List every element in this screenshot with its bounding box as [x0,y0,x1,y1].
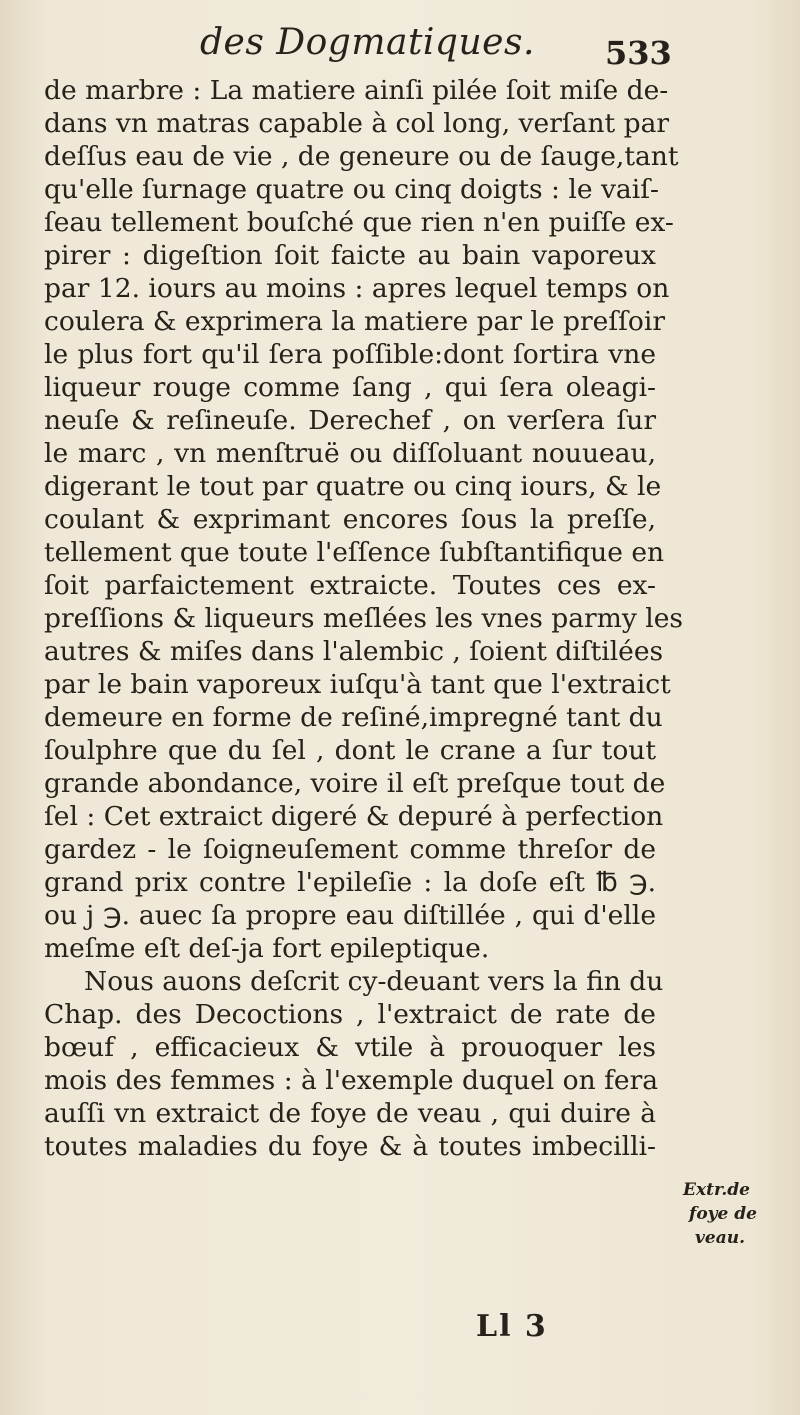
text-line: liqueur rouge comme ſang , qui ſera oleagi- [44,372,656,403]
text-line: tellement que toute l'eſſence ſubſtantifique en [44,537,665,568]
text-line: pirer : digeſtion ſoit faicte au bain vaporeux [44,240,656,271]
text-line: Chap. des Decoctions , l'extraict de rate de [44,999,656,1030]
text-line: demeure en forme de reſiné,impregné tant du [44,702,663,733]
text-line: gardez - le ſoigneuſement comme threſor de [44,834,656,865]
text-line: toutes maladies du foye & à toutes imbecilli- [44,1131,656,1162]
margin-note-line: Extr.de [683,1180,750,1200]
text-line: grand prix contre l'epileſie : la doſe eſt ℔ ℈. [44,867,656,898]
text-line: de marbre : La matiere ainſi pilée ſoit miſe de- [44,75,669,106]
text-line: digerant le tout par quatre ou cinq iours, & le [44,471,662,502]
page-header [200,14,672,74]
margin-note-line: foye de [689,1204,757,1224]
margin-note [683,1178,793,1250]
text-line: preſſions & liqueurs meſlées les vnes parmy les [44,603,684,634]
text-line: auſſi vn extraict de foye de veau , qui duire à [44,1098,656,1129]
text-line: le plus fort qu'il ſera poſſible:dont ſortira vne [44,339,656,370]
text-line: par le bain vaporeux iuſqu'à tant que l'extraict [44,669,671,700]
body-text [44,74,684,1163]
text-line: deſſus eau de vie , de geneure ou de ſauge,tant [44,141,679,172]
text-line: ſeau tellement bouſché que rien n'en puiſſe ex- [44,207,674,238]
text-line: qu'elle ſurnage quatre ou cinq doigts : le vaiſ- [44,174,659,205]
text-line: le marc , vn menſtruë ou diſſoluant nouueau, [44,438,656,469]
text-line: ſel : Cet extraict digeré & depuré à perfection [44,801,664,832]
text-line: ou j ℈. auec ſa propre eau diſtillée , qui d'elle [44,900,656,931]
signature-mark: Ll 3 [476,1309,548,1344]
text-line: meſme eſt deſ-ja fort epileptique. [44,933,490,964]
margin-note-line: veau. [695,1228,745,1248]
text-line: coulera & exprimera la matiere par le preſſoir [44,306,666,337]
text-line: bœuf , efficacieux & vtile à prouoquer les [44,1032,656,1063]
text-line: autres & miſes dans l'alembic , ſoient diſtilées [44,636,664,667]
text-line: neuſe & reſineuſe. Derechef , on verſera ſur [44,405,656,436]
text-line: coulant & exprimant encores ſous la preſſe, [44,504,656,535]
text-line: par 12. iours au moins : apres lequel temps on [44,273,670,304]
text-line: dans vn matras capable à col long, verſant par [44,108,670,139]
text-line: ſoulphre que du ſel , dont le crane a ſur tout [44,735,656,766]
running-title: des Dogmatiques. [200,22,535,63]
text-line: Nous auons deſcrit cy-deuant vers la fin du [84,966,664,997]
text-line: mois des femmes : à l'exemple duquel on fera [44,1065,659,1096]
text-line: grande abondance, voire il eſt preſque tout de [44,768,666,799]
text-line: ſoit parfaictement extraicte. Toutes ces ex- [44,570,656,601]
page-number: 533 [605,34,672,72]
